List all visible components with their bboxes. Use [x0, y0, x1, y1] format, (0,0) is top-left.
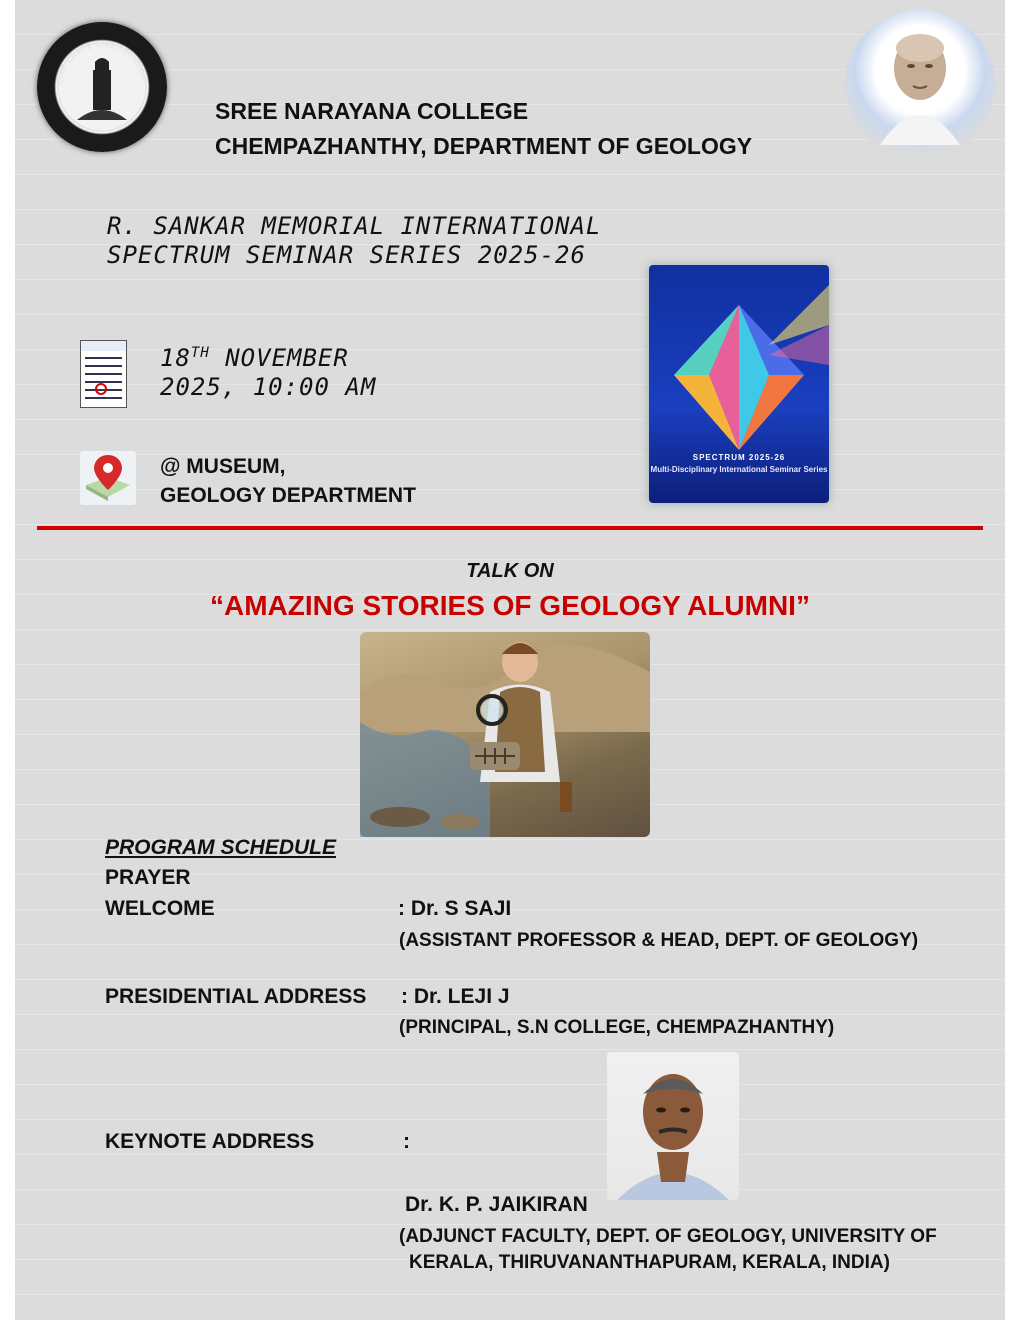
spectrum-caption-title: SPECTRUM 2025-26 — [692, 453, 786, 462]
geologist-with-magnifier-icon — [360, 632, 650, 837]
program-schedule-heading: PROGRAM SCHEDULE — [105, 836, 337, 859]
event-month: NOVEMBER — [225, 344, 349, 372]
venue-line1: @ MUSEUM, — [160, 455, 286, 478]
presidential-speaker-role: (PRINCIPAL, S.N COLLEGE, CHEMPAZHANTHY) — [399, 1017, 835, 1038]
college-name-line2: CHEMPAZHANTHY, DEPARTMENT OF GEOLOGY — [215, 133, 753, 159]
prayer-label: PRAYER — [105, 866, 191, 889]
event-day-suffix: TH — [190, 345, 210, 361]
event-day: 18 — [160, 344, 191, 372]
svg-text:ONE CASTE ONE RELIGION ONE GOD: ONE CASTE ONE RELIGION — [55, 39, 149, 85]
series-title-line1: R. SANKAR MEMORIAL INTERNATIONAL — [107, 212, 602, 240]
calendar-icon — [80, 340, 127, 408]
speaker-portrait-icon — [607, 1052, 739, 1200]
spectrum-caption-subtitle: Multi-Disciplinary International Seminar Series — [650, 465, 828, 474]
poster-page — [15, 0, 1005, 1320]
welcome-speaker-role: (ASSISTANT PROFESSOR & HEAD, DEPT. OF GEOLOGY) — [399, 930, 919, 951]
guru-portrait — [845, 10, 995, 160]
talk-label: TALK ON — [466, 560, 554, 582]
logo-emblem-icon — [37, 22, 167, 152]
welcome-speaker: : Dr. S SAJI — [398, 897, 512, 920]
keynote-speaker-photo — [607, 1052, 739, 1200]
presidential-address-label: PRESIDENTIAL ADDRESS — [105, 985, 367, 1008]
spectrum-poster-image — [649, 265, 829, 503]
red-divider — [37, 526, 983, 530]
keynote-role-line2: KERALA, THIRUVANANTHAPURAM, KERALA, INDIA) — [409, 1252, 890, 1273]
event-date — [160, 344, 349, 372]
location-pin-icon — [80, 451, 136, 505]
series-title-line2: SPECTRUM SEMINAR SERIES 2025-26 — [107, 241, 586, 269]
keynote-speaker: Dr. K. P. JAIKIRAN — [405, 1193, 588, 1216]
presidential-speaker: : Dr. LEJI J — [401, 985, 510, 1008]
venue-line2: GEOLOGY DEPARTMENT — [160, 484, 416, 507]
welcome-label: WELCOME — [105, 897, 215, 920]
talk-title: “AMAZING STORIES OF GEOLOGY ALUMNI” — [210, 590, 810, 621]
college-name-line1: SREE NARAYANA COLLEGE — [215, 98, 529, 124]
college-logo — [37, 22, 167, 152]
keynote-address-label: KEYNOTE ADDRESS — [105, 1130, 315, 1153]
keynote-colon: : — [403, 1130, 410, 1153]
geologist-illustration — [360, 632, 650, 837]
guru-figure-icon — [845, 10, 995, 160]
keynote-role-line1: (ADJUNCT FACULTY, DEPT. OF GEOLOGY, UNIVERSITY OF — [399, 1226, 937, 1247]
event-time: 2025, 10:00 AM — [160, 373, 377, 401]
